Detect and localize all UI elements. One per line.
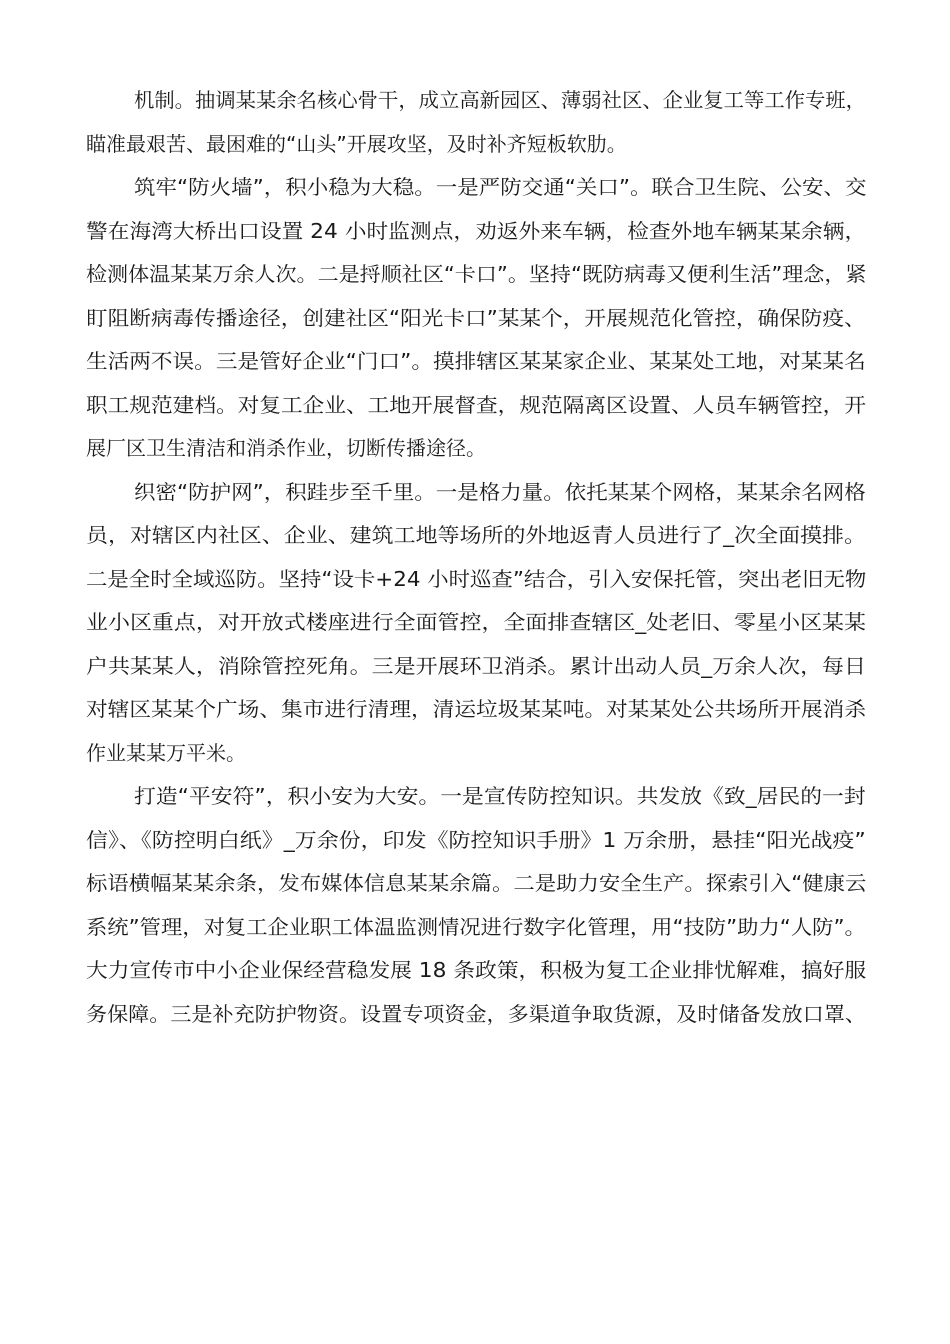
text-line: 织密“防护网”，积跬步至千里。一是格力量。依托某某个网格，某某余名网格 — [134, 479, 866, 504]
text-line: 警在海湾大桥出口设置 24 小时监测点，劝返外来车辆，检查外地车辆某某余辆， — [86, 218, 867, 243]
text-line: 信》、《防控明白纸》_万余份，印发《防控知识手册》1 万余册，悬挂“阳光战疫” — [86, 827, 866, 852]
text-line: 展厂区卫生清洁和消杀作业，切断传播途径。 — [86, 436, 486, 460]
text-line: 大力宣传市中小企业保经营稳发展 18 条政策，积极为复工企业排忧解难，搞好服 — [86, 958, 867, 982]
text-line: 检测体温某某万余人次。二是捋顺社区“卡口”。坚持“既防病毒又便利生活”理念，紧 — [86, 262, 867, 286]
text-line: 系统”管理，对复工企业职工体温监测情况进行数字化管理，用“技防”助力“人防”。 — [86, 914, 866, 939]
text-line: 职工规范建档。对复工企业、工地开展督查，规范隔离区设置、人员车辆管控，开 — [86, 392, 866, 417]
text-line: 对辖区某某个广场、集市进行清理，清运垃圾某某吨。对某某处公共场所开展消杀 — [86, 697, 866, 721]
text-line: 业小区重点，对开放式楼座进行全面管控，全面排查辖区_处老旧、零星小区某某 — [86, 610, 866, 634]
text-line: 机制。抽调某某余名核心骨干，成立高新园区、薄弱社区、企业复工等工作专班， — [134, 88, 866, 112]
text-line: 员，对辖区内社区、企业、建筑工地等场所的外地返青人员进行了_次全面摸排。 — [86, 523, 866, 547]
text-line: 盯阻断病毒传播途径，创建社区“阳光卡口”某某个，开展规范化管控，确保防疫、 — [86, 305, 866, 330]
text-line: 户共某某人，消除管控死角。三是开展环卫消杀。累计出动人员_万余人次，每日 — [86, 653, 866, 678]
text-line: 务保障。三是补充防护物资。设置专项资金，多渠道争取货源，及时储备发放口罩、 — [86, 1001, 866, 1026]
text-line: 打造“平安符”，积小安为大安。一是宣传防控知识。共发放《致_居民的一封 — [134, 784, 866, 808]
text-line: 生活两不误。三是管好企业“门口”。摸排辖区某某家企业、某某处工地，对某某名 — [86, 349, 866, 373]
text-line: 作业某某万平米。 — [86, 740, 246, 765]
text-line: 瞄准最艰苦、最困难的“山头”开展攻坚，及时补齐短板软肋。 — [86, 131, 627, 156]
text-line: 标语横幅某某余条，发布媒体信息某某余篇。二是助力安全生产。探索引入“健康云 — [86, 871, 867, 895]
text-line: 筑牢“防火墙”，积小稳为大稳。一是严防交通“关口”。联合卫生院、公安、交 — [134, 175, 867, 199]
text-line: 二是全时全域巡防。坚持“设卡+24 小时巡查”结合，引入安保托管，突出老旧无物 — [86, 566, 867, 591]
